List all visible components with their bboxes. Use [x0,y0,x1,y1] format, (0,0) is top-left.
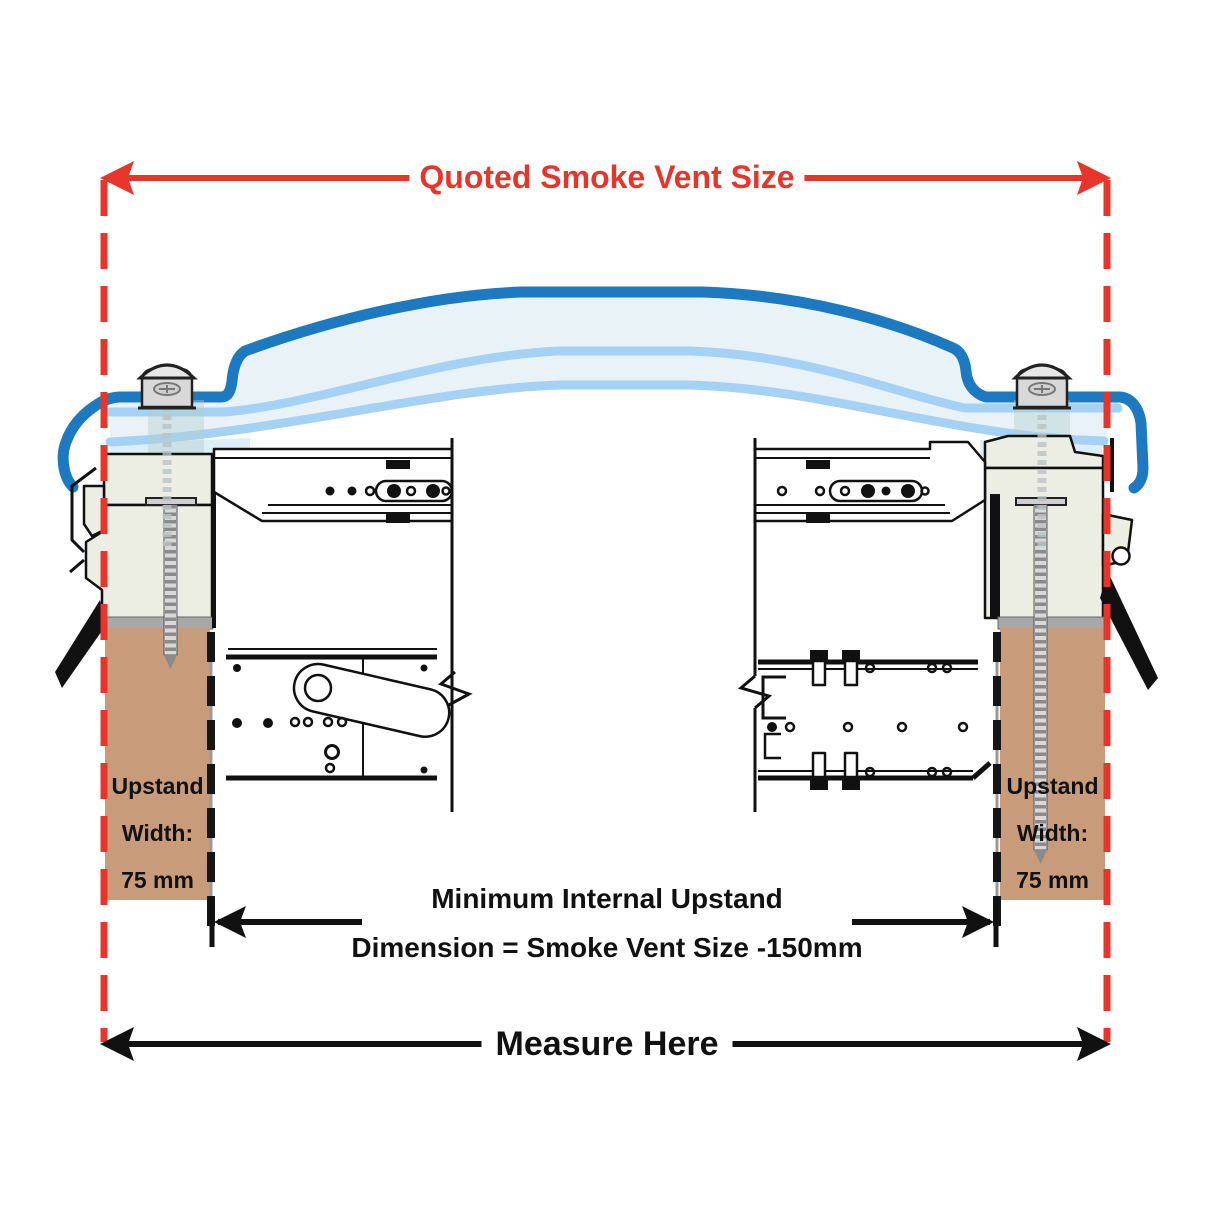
quoted-smoke-vent-size-text: Quoted Smoke Vent Size [419,159,795,195]
right-bracket-bolts-top [810,650,860,685]
internal-dimension-line1: Minimum Internal Upstand [345,882,868,916]
internal-dimension-line2: Dimension = Smoke Vent Size -150mm [345,931,868,964]
left-roof-line [55,600,106,688]
right-capping-strip [998,617,1106,629]
left-upstand-label-line1: Upstand [111,773,204,799]
right-hinge-roller [1113,548,1130,565]
left-upstand-label-line3: 75 mm [121,867,194,893]
internal-upstand-dimension-label [345,882,868,964]
quoted-smoke-vent-size-label [409,157,804,197]
right-break-symbol [741,676,769,708]
measure-here-text: Measure Here [495,1025,719,1063]
measure-here-label [481,1023,732,1065]
left-upstand-width-label [105,763,210,904]
right-upstand-label-line3: 75 mm [1016,867,1089,893]
right-rail-tab-top [806,460,830,469]
left-rail-tab-top [386,460,410,469]
left-frame-section [214,438,469,812]
right-upstand-width-label [1000,763,1105,904]
right-upstand-label-line1: Upstand [1006,773,1099,799]
left-pivot [305,675,331,701]
right-rail-tab-bottom [806,514,830,523]
right-mech-holes [767,722,967,732]
left-rail-tab-bottom [386,514,410,523]
right-c-bracket-lower [765,734,781,758]
right-kerb-inner-wall [990,494,1000,618]
right-upstand-label-line2: Width: [1016,820,1089,846]
right-frame-section [741,438,990,812]
left-capping-strip [103,617,213,629]
left-upstand-label-line2: Width: [121,820,194,846]
